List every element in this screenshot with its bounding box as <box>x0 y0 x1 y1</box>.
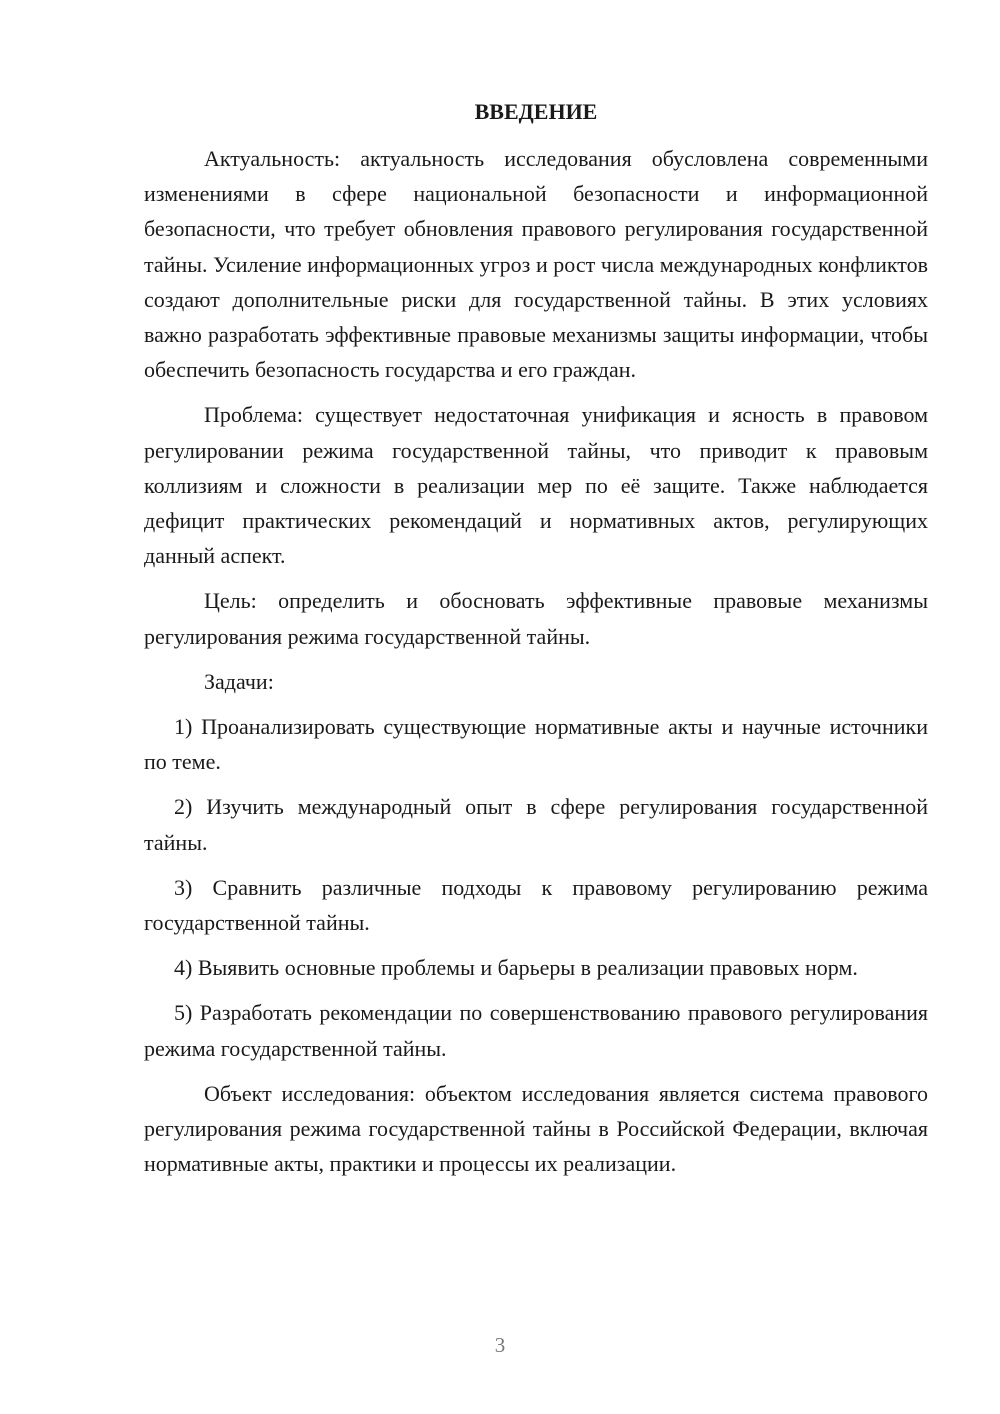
task-item: 1) Проанализировать существующие нормативные акты и научные источники по теме. <box>144 714 928 775</box>
goal-paragraph: Цель: определить и обосновать эффективные правовые механизмы регулирования режима государственной тайны. <box>144 588 928 649</box>
object-paragraph: Объект исследования: объектом исследования является система правового регулирования режима государственной тайны в Российской Федерации, включая нормативные акты, практики и процессы их реализации. <box>144 1080 928 1177</box>
task-item: 4) Выявить основные проблемы и барьеры в реализации правовых норм. <box>174 955 858 981</box>
problem-paragraph: Проблема: существует недостаточная унификация и ясность в правовом регулировании режима государственной тайны, что приводит к правовым коллизиям и сложности в реализации мер по её защите. Также наблюдается дефицит практических рекомендаций и нормативных актов, регулирующих данный аспект. <box>144 402 928 569</box>
relevance-paragraph: Актуальность: актуальность исследования обусловлена современными изменениями в сфере национальной безопасности и информационной безопасности, что требует обновления правового регулирования государственной тайны. Усиление информационных угроз и рост числа международных конфликтов создают дополнительные риски для государственной тайны. В этих условиях важно разработать эффективные правовые механизмы защиты информации, чтобы обеспечить безопасность государства и его граждан. <box>144 146 928 383</box>
document-page <box>144 94 928 1191</box>
page-number: 3 <box>494 1333 506 1357</box>
task-item: 3) Сравнить различные подходы к правовому регулированию режима государственной тайны. <box>144 874 928 936</box>
tasks-heading: Задачи: <box>204 668 274 694</box>
section-title: ВВЕДЕНИЕ <box>474 99 598 124</box>
task-item: 5) Разработать рекомендации по совершенствованию правового регулирования режима государственной тайны. <box>144 1000 928 1061</box>
task-item: 2) Изучить международный опыт в сфере регулирования государственной тайны. <box>144 794 928 855</box>
